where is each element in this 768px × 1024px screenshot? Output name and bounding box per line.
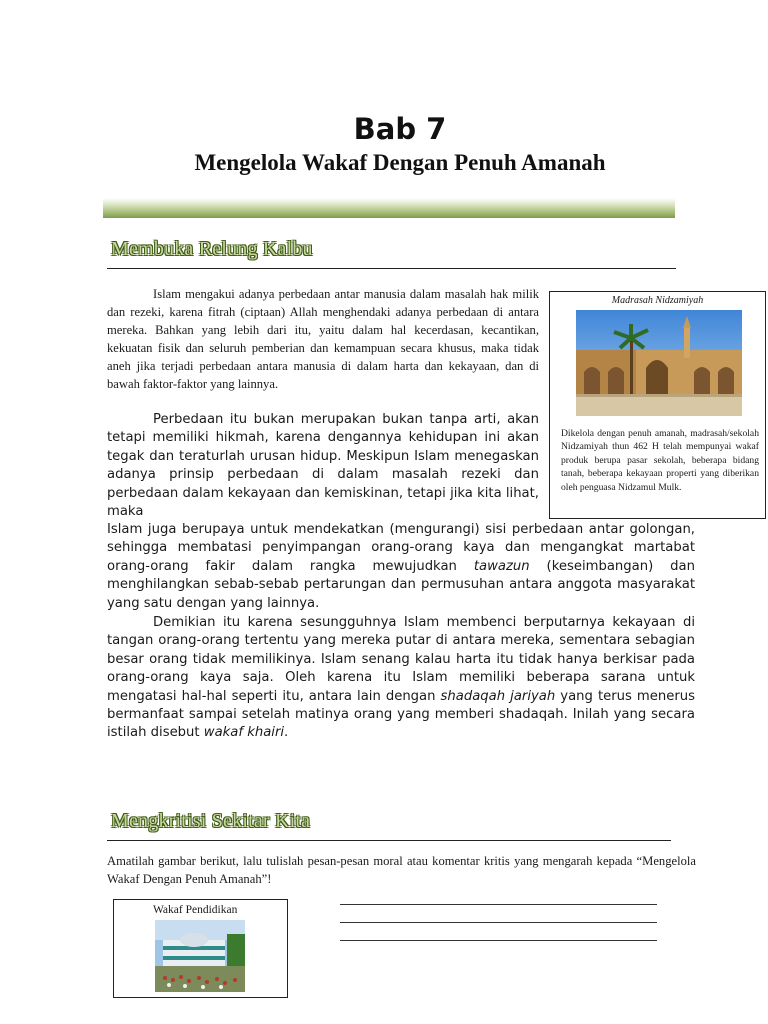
- figure-caption: Dikelola dengan penuh amanah, madrasah/sekolah Nidzamiyah thun 462 H telah mempunyai wakaf produk berupa pasar sekolah, beberapa bidang tanah, beberapa kekayaan properti yang diberikan oleh penguasa Nidzamul Mulk.: [561, 428, 759, 493]
- activity-instruction: Amatilah gambar berikut, lalu tulislah pesan-pesan moral atau komentar kritis yang mengarah kepada “Mengelola Wakaf Dengan Penuh Amanah”!: [107, 854, 696, 886]
- paragraph-2-narrow: Perbedaan itu bukan merupakan bukan tanpa arti, akan tetapi memiliki hikmah, karena dengannya kehidupan ini akan tegak dan teraturlah urusan hidup. Meskipun Islam menegaskan adanya prinsip perbedaan di dalam masalah rezeki dan perbedaan dalam kekayaan dan kemiskinan, tetapi jika kita lihat, maka: [107, 412, 539, 520]
- section-heading-mengkritisi-sekitar-kita: Mengkritisi Sekitar Kita: [111, 810, 311, 832]
- paragraph-2-wide: [107, 521, 695, 613]
- figure-title: Wakaf Pendidikan: [153, 904, 238, 916]
- section-heading-membuka-relung-kalbu: Membuka Relung Kalbu: [111, 238, 313, 260]
- term-shadaqah-jariyah: shadaqah jariyah: [440, 688, 556, 704]
- header-divider-band: [103, 198, 675, 218]
- answer-line-2[interactable]: [340, 922, 657, 923]
- term-wakaf-khairi: wakaf khairi: [203, 725, 285, 741]
- paragraph-2-text-b: (keseimbangan) dan menghilangkan sebab-sebab pertarungan dan permusuhan antara anggota masyarakat yang satu dengan yang lainnya.: [107, 558, 695, 611]
- paragraph-3-text-a: Demikian itu karena sesungguhnya Islam membenci berputarnya kekayaan di tangan orang-orang tertentu yang mereka putar di antara mereka, sementara sebagian besar orang tidak memilikinya. Islam senang kalau harta itu tidak hanya berkisar pada orang-orang kaya saja. Oleh karena itu Islam memiliki beberapa sarana untuk mengatasi hal-hal seperti itu, antara lain dengan: [107, 615, 695, 704]
- paragraph-2-text-a: Islam juga berupaya untuk mendekatkan (mengurangi) sisi perbedaan antar golongan, sehingga membatasi penyimpangan orang-orang kaya dan mengangkat martabat orang-orang fakir dalam rangka mewujudkan: [107, 522, 695, 574]
- answer-line-3[interactable]: [340, 940, 657, 941]
- figure-wakaf-pendidikan: [113, 899, 288, 998]
- paragraph-3: [107, 614, 695, 743]
- paragraph-3-text-c: .: [284, 725, 289, 741]
- section-rule: [107, 268, 676, 269]
- wakaf-pendidikan-photo: [155, 920, 245, 992]
- figure-madrasah-nidzamiyah: [549, 291, 766, 519]
- madrasah-photo: [576, 310, 742, 416]
- answer-line-1[interactable]: [340, 904, 657, 905]
- section-rule: [107, 840, 671, 841]
- paragraph-3-text-b: yang terus menerus bermanfaat sampai setelah matinya orang yang memberi shadaqah. Inilah yang secara istilah disebut: [107, 688, 696, 741]
- term-tawazun: tawazun: [473, 558, 530, 574]
- chapter-number: Bab 7: [353, 112, 447, 146]
- chapter-title: Mengelola Wakaf Dengan Penuh Amanah: [194, 150, 606, 175]
- paragraph-1: Islam mengakui adanya perbedaan antar manusia dalam masalah hak milik dan rezeki, karena fitrah (ciptaan) Allah menghendaki adanya perbedaan di antara mereka. Bahkan yang lebih dari itu, yaitu dalam hal kecerdasan, kecantikan, kekuatan fisik dan seluruh pemberian dan kemampuan secara khusus, maka tidak aneh jika terjadi perbedaan antara manusia di dalam harta dan kekayaan, dan di bawah faktor-faktor yang lainnya.: [107, 287, 539, 391]
- figure-title: Madrasah Nidzamiyah: [611, 295, 704, 306]
